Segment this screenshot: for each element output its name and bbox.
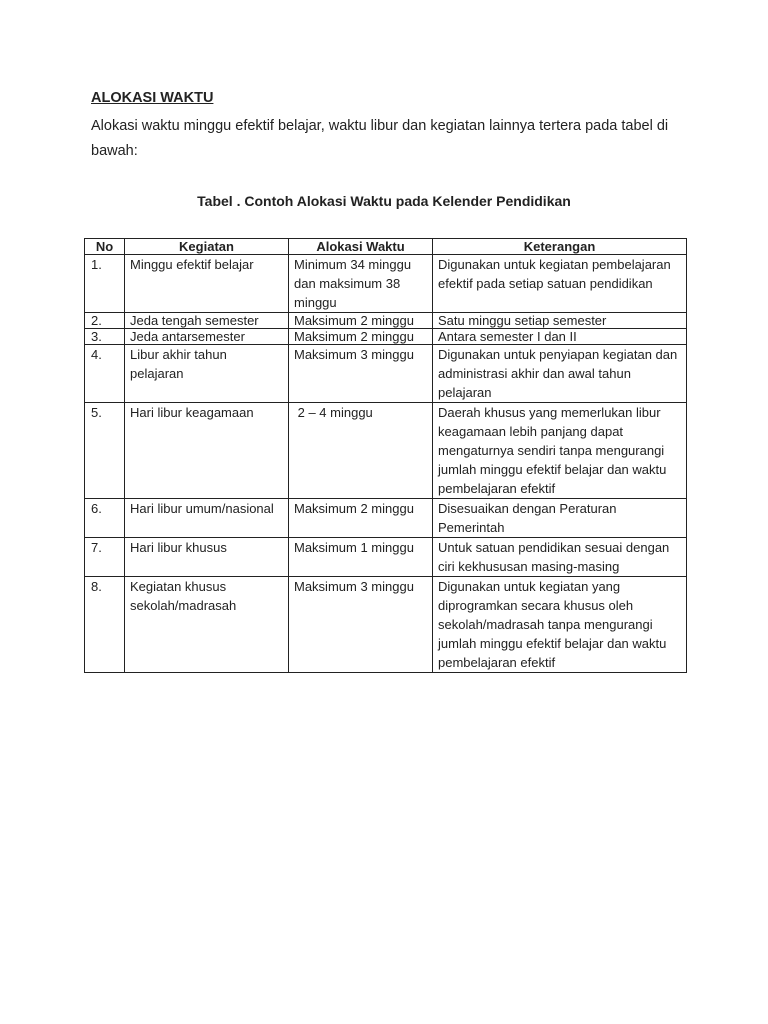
cell-no: 3. [85,329,125,345]
cell-kegiatan: Hari libur khusus [125,538,289,577]
cell-keterangan: Digunakan untuk kegiatan pembelajaran efektif pada setiap satuan pendidikan [433,255,687,313]
cell-keterangan: Satu minggu setiap semester [433,313,687,329]
cell-kegiatan: Hari libur keagamaan [125,403,289,499]
cell-keterangan: Daerah khusus yang memerlukan libur keagamaan lebih panjang dapat mengaturnya sendiri tanpa mengurangi jumlah minggu efektif belajar dan waktu pembelajaran efektif [433,403,687,499]
table-header-row [85,239,687,255]
table-row [85,313,687,329]
cell-keterangan: Digunakan untuk penyiapan kegiatan dan administrasi akhir dan awal tahun pelajaran [433,345,687,403]
cell-alokasi: 2 – 4 minggu [289,403,433,499]
cell-no: 2. [85,313,125,329]
table-row [85,499,687,538]
cell-no: 4. [85,345,125,403]
cell-alokasi: Maksimum 2 minggu [289,313,433,329]
header-keterangan: Keterangan [433,239,687,255]
cell-keterangan: Disesuaikan dengan Peraturan Pemerintah [433,499,687,538]
cell-no: 5. [85,403,125,499]
cell-kegiatan: Libur akhir tahun pelajaran [125,345,289,403]
cell-alokasi: Maksimum 3 minggu [289,345,433,403]
cell-alokasi: Maksimum 1 minggu [289,538,433,577]
cell-keterangan: Untuk satuan pendidikan sesuai dengan ciri kekhususan masing-masing [433,538,687,577]
cell-no: 8. [85,577,125,673]
cell-alokasi: Maksimum 3 minggu [289,577,433,673]
table-row [85,329,687,345]
cell-no: 1. [85,255,125,313]
cell-kegiatan: Minggu efektif belajar [125,255,289,313]
cell-alokasi: Maksimum 2 minggu [289,329,433,345]
cell-no: 6. [85,499,125,538]
table-row [85,403,687,499]
table-row [85,255,687,313]
cell-keterangan: Digunakan untuk kegiatan yang diprogramkan secara khusus oleh sekolah/madrasah tanpa mengurangi jumlah minggu efektif belajar dan waktu pembelajaran efektif [433,577,687,673]
cell-kegiatan: Hari libur umum/nasional [125,499,289,538]
table-row [85,577,687,673]
table-row [85,538,687,577]
cell-kegiatan: Jeda tengah semester [125,313,289,329]
cell-alokasi: Minimum 34 minggu dan maksimum 38 minggu [289,255,433,313]
allocation-table [84,238,687,673]
intro-paragraph: Alokasi waktu minggu efektif belajar, waktu libur dan kegiatan lainnya tertera pada tabel di bawah: [91,118,669,159]
cell-kegiatan: Kegiatan khusus sekolah/madrasah [125,577,289,673]
section-heading: ALOKASI WAKTU [91,90,214,106]
cell-kegiatan: Jeda antarsemester [125,329,289,345]
table-row [85,345,687,403]
header-no: No [85,239,125,255]
cell-keterangan: Antara semester I dan II [433,329,687,345]
cell-no: 7. [85,538,125,577]
header-alokasi: Alokasi Waktu [289,239,433,255]
table-caption: Tabel . Contoh Alokasi Waktu pada Kelender Pendidikan [197,193,571,209]
cell-alokasi: Maksimum 2 minggu [289,499,433,538]
header-kegiatan: Kegiatan [125,239,289,255]
